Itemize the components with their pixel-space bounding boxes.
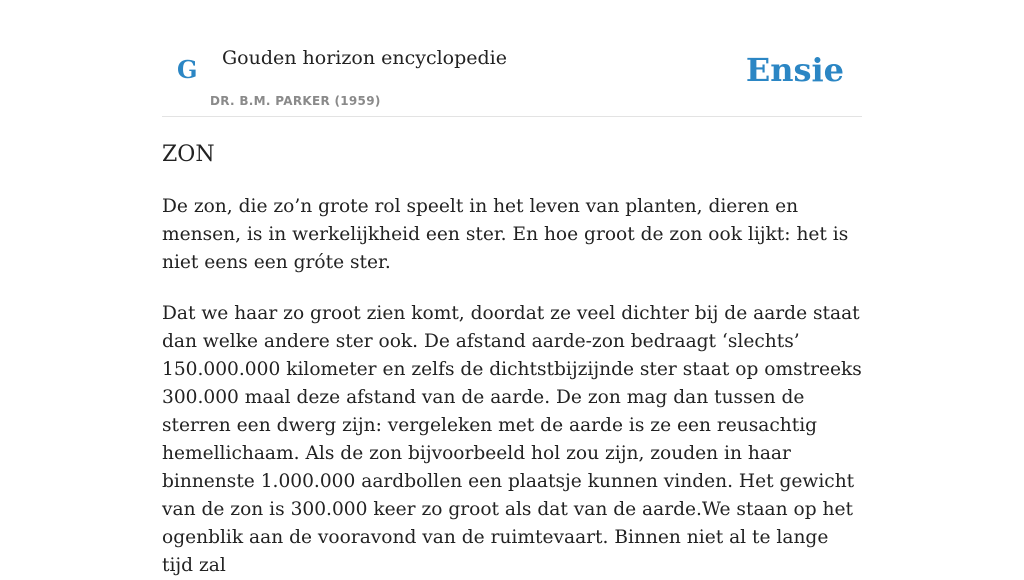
entry-paragraph: Dat we haar zo groot zien komt, doordat ze veel dichter bij de aarde staat dan welke andere ster ook. De afstand aarde-zon bedraagt ‘slechts’ 150.000.000 kilometer en zelfs de dichtstbijzijnde ster staat op omstreeks 300.000 maal deze afstand van de aarde. De zon mag dan tussen de sterren een dwerg zijn: vergeleken met de aarde is ze een reusachtig hemellichaam. Als de zon bijvoorbeeld hol zou zijn, zouden in haar binnenste 1.000.000 aardbollen een plaatsje kunnen vinden. Het gewicht van de zon is 300.000 keer zo groot als dat van de aarde.We staan op het ogenblik aan de vooravond van de ruimtevaart. Binnen niet al te lange tijd zal: [162, 303, 862, 576]
entry-content: [162, 140, 862, 580]
author-label: DR. B.M. PARKER (1959): [210, 94, 381, 108]
entry-paragraph: De zon, die zo’n grote rol speelt in het leven van planten, dieren en mensen, is in werkelijkheid een ster. En hoe groot de zon ook lijkt: het is niet eens een gróte ster.: [162, 196, 849, 273]
ensie-logo-link[interactable]: Ensie: [745, 51, 844, 89]
encyclopedia-logo-icon[interactable]: G: [177, 55, 198, 84]
book-title-link[interactable]: Gouden horizon encyclopedie: [222, 47, 507, 69]
header: [162, 0, 862, 117]
entry-title: ZON: [162, 142, 215, 167]
